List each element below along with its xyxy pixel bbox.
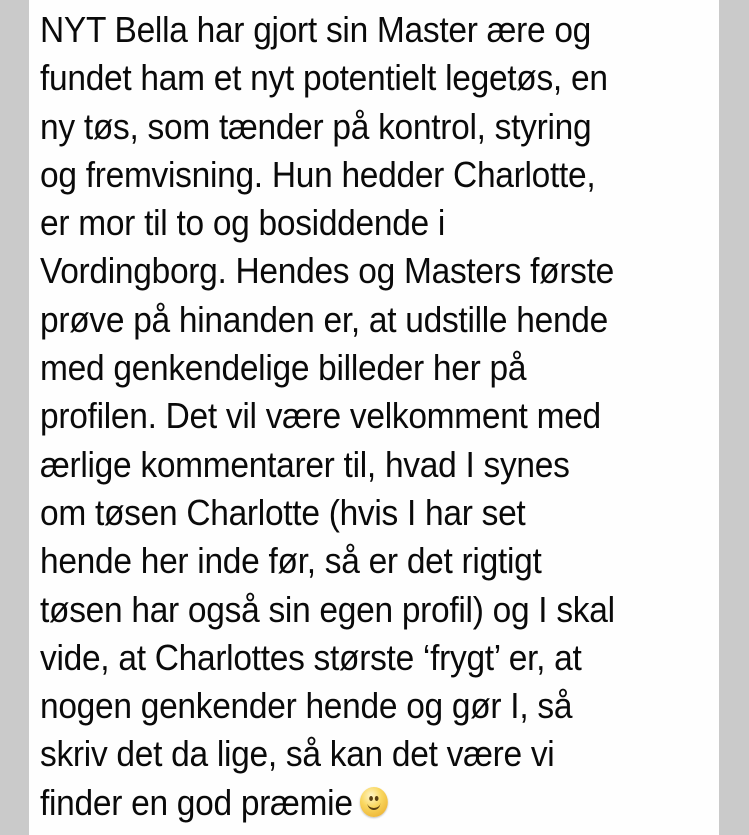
post-line: profilen. Det vil være velkomment med (40, 395, 601, 437)
post-line: prøve på hinanden er, at udstille hende (40, 298, 608, 340)
post-line: hende her inde før, så er det rigtigt (40, 540, 542, 582)
post-line: om tøsen Charlotte (hvis I har set (40, 491, 526, 533)
post-line: tøsen har også sin egen profil) og I skal (40, 588, 615, 630)
post-line: skriv det da lige, så kan det være vi (40, 733, 555, 775)
post-line: nogen genkender hende og gør I, så (40, 685, 573, 727)
post-line: vide, at Charlottes største ‘frygt’ er, at (40, 636, 582, 678)
post-line: fundet ham et nyt potentielt legetøs, en (40, 57, 608, 99)
post-last-line (40, 779, 691, 827)
post-line: NYT Bella har gjort sin Master ære og (40, 9, 592, 50)
post-line: med genkendelige billeder her på (40, 347, 527, 389)
post-line: og fremvisning. Hun hedder Charlotte, (40, 153, 596, 195)
post-text (40, 6, 691, 827)
post-line: finder en god præmie (40, 781, 353, 823)
post-line: er mor til to og bosiddende i (40, 202, 446, 244)
post-line: ærlige kommentarer til, hvad I synes (40, 443, 570, 485)
smiley-icon (360, 787, 388, 817)
post-line: ny tøs, som tænder på kontrol, styring (40, 105, 592, 147)
post-line: Vordingborg. Hendes og Masters første (40, 250, 615, 292)
